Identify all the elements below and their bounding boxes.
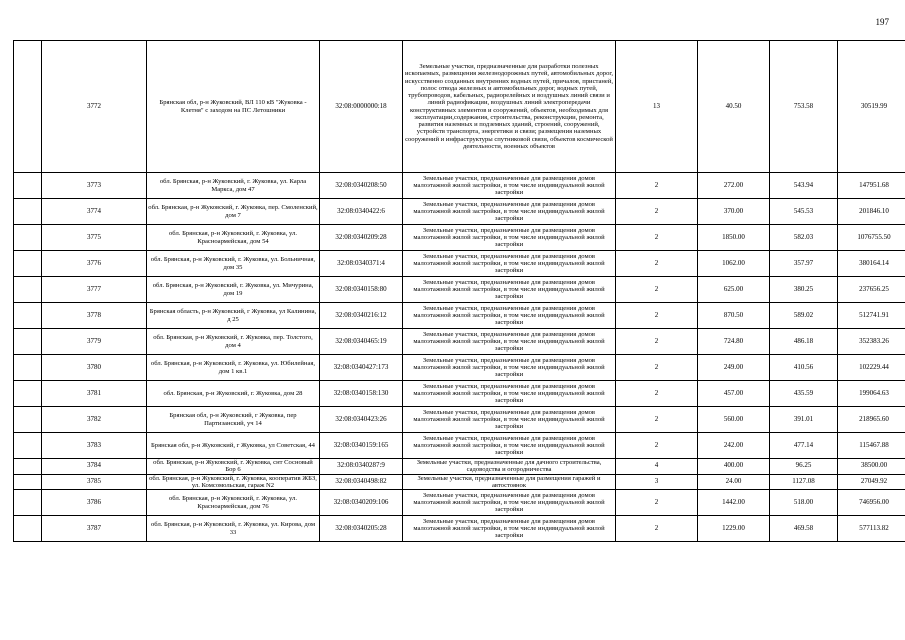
row-area: 1850.00 bbox=[698, 225, 770, 251]
row-usage-type: Земельные участки, предназначенные для размещения домов малоэтажной жилой застройки, в том числе индивидуальной жилой застройки bbox=[403, 490, 616, 516]
row-number: 3786 bbox=[42, 490, 147, 516]
row-address: обл. Брянская, р-н Жуковский, г. Жуковка, ул. Карла Маркса, дом 47 bbox=[147, 173, 320, 199]
row-group: 2 bbox=[616, 303, 698, 329]
row-usage-type: Земельные участки, предназначенные для размещения домов малоэтажной жилой застройки, в том числе индивидуальной жилой застройки bbox=[403, 407, 616, 433]
row-cadastral-value: 30519.99 bbox=[838, 41, 905, 173]
row-address: Брянская обл, р-н Жуковский, ВЛ 110 кВ "Жуковка - Клетня" с заходом на ПС Летошники bbox=[147, 41, 320, 173]
row-blank-cell bbox=[14, 225, 42, 251]
row-cadastral-value: 102229.44 bbox=[838, 355, 905, 381]
row-rate: 380.25 bbox=[770, 277, 838, 303]
row-cadastral-number: 32:08:0340287:9 bbox=[320, 459, 403, 475]
row-area: 24.00 bbox=[698, 474, 770, 490]
row-number: 3777 bbox=[42, 277, 147, 303]
row-address: обл. Брянская, р-н Жуковский, г. Жуковка, дом 28 bbox=[147, 381, 320, 407]
row-blank-cell bbox=[14, 277, 42, 303]
row-blank-cell bbox=[14, 329, 42, 355]
row-usage-type: Земельные участки, предназначенные для размещения гаражей и автостоянок bbox=[403, 474, 616, 490]
table-row bbox=[14, 490, 905, 516]
row-cadastral-number: 32:08:0000000:18 bbox=[320, 41, 403, 173]
row-address: обл. Брянская, р-н Жуковский, г. Жуковка, пер. Толстого, дом 4 bbox=[147, 329, 320, 355]
row-cadastral-number: 32:08:0340209:106 bbox=[320, 490, 403, 516]
row-usage-type: Земельные участки, предназначенные для размещения домов малоэтажной жилой застройки, в том числе индивидуальной жилой застройки bbox=[403, 516, 616, 542]
row-usage-type: Земельные участки, предназначенные для разработки полезных ископаемых, размещения железнодорожных путей, автомобильных дорог, искусственно созданных внутренних водных путей, причалов, пристаней, полос отвода железных и автомобильных дорог, водных путей, трубопроводов, кабельных, радиорелейных и воздушных линий связи и линий радиофикации, воздушных линий электропередачи конструктивных элементов и сооружений, объектов, необходимых для эксплуатации,содержания, строительства, реконструкции, ремонта, развития наземных и подземных зданий, строений, сооружений, устройств транспорта, энергетики и связи; размещения наземных сооружений и инфраструктуры спутниковой связи, объектов космической деятельности, военных объектов bbox=[403, 41, 616, 173]
row-cadastral-value: 147951.68 bbox=[838, 173, 905, 199]
row-area: 560.00 bbox=[698, 407, 770, 433]
row-cadastral-value: 38500.00 bbox=[838, 459, 905, 475]
row-group: 2 bbox=[616, 381, 698, 407]
row-cadastral-value: 746956.00 bbox=[838, 490, 905, 516]
row-group: 2 bbox=[616, 225, 698, 251]
row-area: 400.00 bbox=[698, 459, 770, 475]
row-group: 2 bbox=[616, 329, 698, 355]
row-rate: 543.94 bbox=[770, 173, 838, 199]
row-blank-cell bbox=[14, 407, 42, 433]
row-area: 1062.00 bbox=[698, 251, 770, 277]
row-rate: 518.00 bbox=[770, 490, 838, 516]
row-group: 13 bbox=[616, 41, 698, 173]
row-area: 1229.00 bbox=[698, 516, 770, 542]
row-address: обл. Брянская, р-н Жуковский, г. Жуковка, ул. Юбилейная, дом 1 кв.1 bbox=[147, 355, 320, 381]
table-row bbox=[14, 355, 905, 381]
row-number: 3772 bbox=[42, 41, 147, 173]
row-group: 2 bbox=[616, 407, 698, 433]
row-cadastral-number: 32:08:0340427:173 bbox=[320, 355, 403, 381]
row-cadastral-value: 352383.26 bbox=[838, 329, 905, 355]
cadastral-value-table bbox=[13, 40, 905, 542]
row-usage-type: Земельные участки, предназначенные для размещения домов малоэтажной жилой застройки, в том числе индивидуальной жилой застройки bbox=[403, 277, 616, 303]
row-usage-type: Земельные участки, предназначенные для размещения домов малоэтажной жилой застройки, в том числе индивидуальной жилой застройки bbox=[403, 355, 616, 381]
table-row bbox=[14, 516, 905, 542]
row-cadastral-number: 32:08:0340422:6 bbox=[320, 199, 403, 225]
table-row bbox=[14, 381, 905, 407]
row-cadastral-number: 32:08:0340158:130 bbox=[320, 381, 403, 407]
row-cadastral-value: 1076755.50 bbox=[838, 225, 905, 251]
table-row bbox=[14, 251, 905, 277]
row-area: 249.00 bbox=[698, 355, 770, 381]
table-row bbox=[14, 41, 905, 173]
row-cadastral-value: 115467.88 bbox=[838, 433, 905, 459]
table-row bbox=[14, 459, 905, 475]
row-usage-type: Земельные участки, предназначенные для размещения домов малоэтажной жилой застройки, в том числе индивидуальной жилой застройки bbox=[403, 173, 616, 199]
row-group: 4 bbox=[616, 459, 698, 475]
row-rate: 486.18 bbox=[770, 329, 838, 355]
table-row bbox=[14, 407, 905, 433]
row-rate: 469.58 bbox=[770, 516, 838, 542]
row-group: 2 bbox=[616, 251, 698, 277]
row-number: 3775 bbox=[42, 225, 147, 251]
row-address: обл. Брянская, р-н Жуковский, г. Жуковка, кооператив ЖБЗ, ул. Комсомольская, гараж N2 bbox=[147, 474, 320, 490]
table-row bbox=[14, 474, 905, 490]
row-group: 3 bbox=[616, 474, 698, 490]
row-blank-cell bbox=[14, 490, 42, 516]
row-number: 3787 bbox=[42, 516, 147, 542]
page-number: 197 bbox=[875, 17, 889, 27]
row-group: 2 bbox=[616, 173, 698, 199]
row-area: 40.50 bbox=[698, 41, 770, 173]
row-number: 3774 bbox=[42, 199, 147, 225]
row-blank-cell bbox=[14, 433, 42, 459]
row-blank-cell bbox=[14, 516, 42, 542]
row-number: 3780 bbox=[42, 355, 147, 381]
row-cadastral-number: 32:08:0340208:50 bbox=[320, 173, 403, 199]
row-number: 3778 bbox=[42, 303, 147, 329]
row-area: 242.00 bbox=[698, 433, 770, 459]
row-cadastral-number: 32:08:0340159:165 bbox=[320, 433, 403, 459]
row-group: 2 bbox=[616, 199, 698, 225]
row-blank-cell bbox=[14, 251, 42, 277]
row-rate: 1127.08 bbox=[770, 474, 838, 490]
row-cadastral-number: 32:08:0340371:4 bbox=[320, 251, 403, 277]
row-blank-cell bbox=[14, 173, 42, 199]
row-rate: 410.56 bbox=[770, 355, 838, 381]
row-number: 3776 bbox=[42, 251, 147, 277]
row-usage-type: Земельные участки, предназначенные для размещения домов малоэтажной жилой застройки, в том числе индивидуальной жилой застройки bbox=[403, 433, 616, 459]
row-address: обл. Брянская, р-н Жуковский, г. Жуковка, ул. Красноармейская, дом 54 bbox=[147, 225, 320, 251]
row-cadastral-number: 32:08:0340205:28 bbox=[320, 516, 403, 542]
row-area: 272.00 bbox=[698, 173, 770, 199]
row-cadastral-value: 199064.63 bbox=[838, 381, 905, 407]
row-rate: 545.53 bbox=[770, 199, 838, 225]
row-blank-cell bbox=[14, 381, 42, 407]
row-usage-type: Земельные участки, предназначенные для размещения домов малоэтажной жилой застройки, в том числе индивидуальной жилой застройки bbox=[403, 251, 616, 277]
row-cadastral-value: 201846.10 bbox=[838, 199, 905, 225]
table-row bbox=[14, 199, 905, 225]
row-usage-type: Земельные участки, предназначенные для дачного строительства, садоводства и огородничества bbox=[403, 459, 616, 475]
row-cadastral-number: 32:08:0340216:12 bbox=[320, 303, 403, 329]
row-area: 724.80 bbox=[698, 329, 770, 355]
row-group: 2 bbox=[616, 277, 698, 303]
row-cadastral-value: 27049.92 bbox=[838, 474, 905, 490]
row-rate: 753.58 bbox=[770, 41, 838, 173]
row-cadastral-value: 218965.60 bbox=[838, 407, 905, 433]
row-number: 3781 bbox=[42, 381, 147, 407]
row-cadastral-value: 577113.82 bbox=[838, 516, 905, 542]
row-cadastral-number: 32:08:0340423:26 bbox=[320, 407, 403, 433]
row-rate: 96.25 bbox=[770, 459, 838, 475]
row-address: обл. Брянская, р-н Жуковский, г. Жуковка, снт Сосновый Бор 6 bbox=[147, 459, 320, 475]
row-address: Брянская область, р-н Жуковский, г Жуковка, ул Калинина, д 25 bbox=[147, 303, 320, 329]
row-group: 2 bbox=[616, 516, 698, 542]
row-blank-cell bbox=[14, 459, 42, 475]
row-area: 870.50 bbox=[698, 303, 770, 329]
row-number: 3784 bbox=[42, 459, 147, 475]
row-group: 2 bbox=[616, 490, 698, 516]
table-row bbox=[14, 225, 905, 251]
table-row bbox=[14, 433, 905, 459]
row-address: обл. Брянская, р-н Жуковский, г. Жуковка, ул. Больничная, дом 35 bbox=[147, 251, 320, 277]
row-rate: 582.03 bbox=[770, 225, 838, 251]
row-area: 457.00 bbox=[698, 381, 770, 407]
row-number: 3785 bbox=[42, 474, 147, 490]
row-usage-type: Земельные участки, предназначенные для размещения домов малоэтажной жилой застройки, в том числе индивидуальной жилой застройки bbox=[403, 199, 616, 225]
row-number: 3782 bbox=[42, 407, 147, 433]
row-cadastral-number: 32:08:0340209:28 bbox=[320, 225, 403, 251]
row-usage-type: Земельные участки, предназначенные для размещения домов малоэтажной жилой застройки, в том числе индивидуальной жилой застройки bbox=[403, 225, 616, 251]
row-cadastral-value: 512741.91 bbox=[838, 303, 905, 329]
row-address: обл. Брянская, р-н Жуковский, г. Жуковка, ул. Кирова, дом 33 bbox=[147, 516, 320, 542]
row-rate: 589.02 bbox=[770, 303, 838, 329]
row-address: обл. Брянская, р-н Жуковский, г. Жуковка, ул. Мичурина, дом 19 bbox=[147, 277, 320, 303]
row-blank-cell bbox=[14, 474, 42, 490]
row-cadastral-number: 32:08:0340158:80 bbox=[320, 277, 403, 303]
row-group: 2 bbox=[616, 433, 698, 459]
table-row bbox=[14, 277, 905, 303]
row-cadastral-value: 237656.25 bbox=[838, 277, 905, 303]
row-blank-cell bbox=[14, 303, 42, 329]
row-cadastral-number: 32:08:0340465:19 bbox=[320, 329, 403, 355]
row-usage-type: Земельные участки, предназначенные для размещения домов малоэтажной жилой застройки, в том числе индивидуальной жилой застройки bbox=[403, 329, 616, 355]
table-row bbox=[14, 329, 905, 355]
row-area: 625.00 bbox=[698, 277, 770, 303]
row-blank-cell bbox=[14, 355, 42, 381]
row-blank-cell bbox=[14, 41, 42, 173]
table-row bbox=[14, 173, 905, 199]
table-row bbox=[14, 303, 905, 329]
row-rate: 391.01 bbox=[770, 407, 838, 433]
row-blank-cell bbox=[14, 199, 42, 225]
row-usage-type: Земельные участки, предназначенные для размещения домов малоэтажной жилой застройки, в том числе индивидуальной жилой застройки bbox=[403, 303, 616, 329]
row-address: Брянская обл, р-н Жуковский, г Жуковка, пер Партизанский, уч 14 bbox=[147, 407, 320, 433]
row-cadastral-value: 380164.14 bbox=[838, 251, 905, 277]
row-area: 1442.00 bbox=[698, 490, 770, 516]
row-cadastral-number: 32:08:0340498:82 bbox=[320, 474, 403, 490]
row-number: 3773 bbox=[42, 173, 147, 199]
row-usage-type: Земельные участки, предназначенные для размещения домов малоэтажной жилой застройки, в том числе индивидуальной жилой застройки bbox=[403, 381, 616, 407]
row-address: Брянская обл, р-н Жуковский, г Жуковка, ул Советская, 44 bbox=[147, 433, 320, 459]
row-group: 2 bbox=[616, 355, 698, 381]
row-rate: 477.14 bbox=[770, 433, 838, 459]
row-address: обл. Брянская, р-н Жуковский, г. Жуковка, ул. Красноармейская, дом 76 bbox=[147, 490, 320, 516]
row-rate: 357.97 bbox=[770, 251, 838, 277]
row-address: обл. Брянская, р-н Жуковский, г. Жуковка, пер. Смоленский, дом 7 bbox=[147, 199, 320, 225]
row-area: 370.00 bbox=[698, 199, 770, 225]
row-rate: 435.59 bbox=[770, 381, 838, 407]
row-number: 3783 bbox=[42, 433, 147, 459]
row-number: 3779 bbox=[42, 329, 147, 355]
